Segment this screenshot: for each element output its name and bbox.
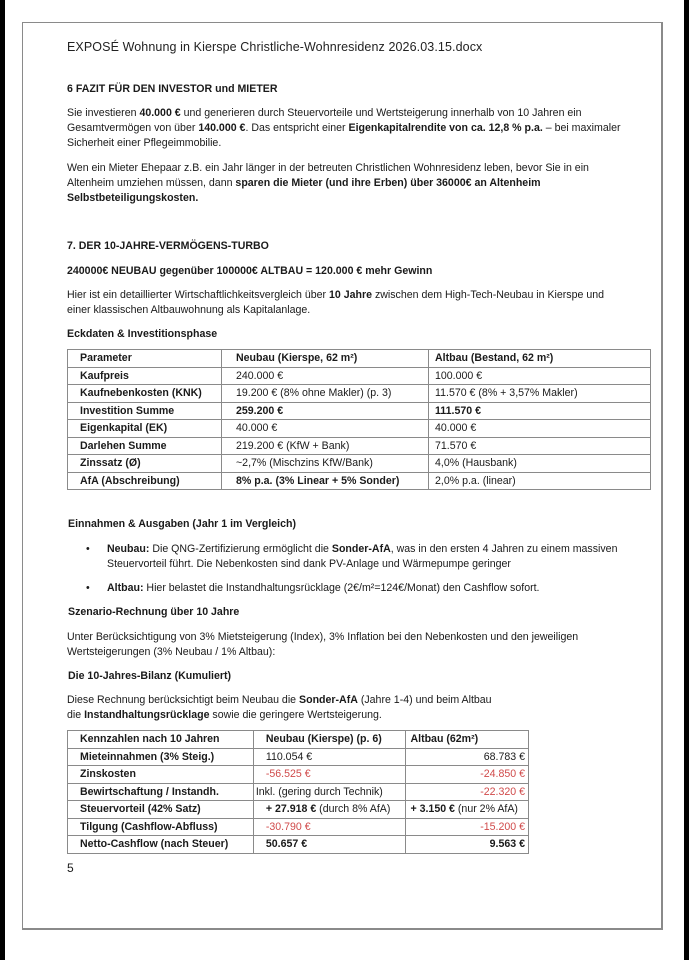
table-row xyxy=(68,437,651,455)
table-row xyxy=(68,801,529,819)
bullet-icon: • xyxy=(86,582,90,595)
altbau-value: -15.200 € xyxy=(406,818,529,836)
altbau-value: 68.783 € xyxy=(406,748,529,766)
einnahmen-heading: Einnahmen & Ausgaben (Jahr 1 im Vergleich) xyxy=(68,518,297,530)
section7-heading: 7. DER 10-JAHRE-VERMÖGENS-TURBO xyxy=(67,240,269,252)
neubau-value: 8% p.a. (3% Linear + 5% Sonder) xyxy=(222,472,429,490)
page-number: 5 xyxy=(67,861,74,875)
row-label: Investition Summe xyxy=(68,402,222,420)
table-row xyxy=(68,385,651,403)
table-row xyxy=(68,766,529,784)
table-header-row xyxy=(68,731,529,749)
row-label: Tilgung (Cashflow-Abfluss) xyxy=(68,818,254,836)
neubau-value: 50.657 € xyxy=(253,836,406,854)
altbau-value: 2,0% p.a. (linear) xyxy=(429,472,651,490)
section6-heading: 6 FAZIT FÜR DEN INVESTOR und MIETER xyxy=(67,83,278,95)
szenario-heading: Szenario-Rechnung über 10 Jahre xyxy=(68,606,240,618)
document-header-title: EXPOSÉ Wohnung in Kierspe Christliche-Wohnresidenz 2026.03.15.docx xyxy=(67,40,483,54)
row-label: Eigenkapital (EK) xyxy=(68,420,222,438)
table-row xyxy=(68,836,529,854)
table-row xyxy=(68,455,651,473)
table-row xyxy=(68,783,529,801)
altbau-value: 40.000 € xyxy=(429,420,651,438)
section7-intro: Hier ist ein detaillierter Wirtschaftlichkeitsvergleich über 10 Jahre zwischen dem High-Tech-Neubau in Kierspe und einer klassischen Altbauwohnung als Kapitalanlage. xyxy=(67,289,605,317)
section6-paragraph-1: Sie investieren 40.000 € und generieren durch Steuervorteile und Wertsteigerung innerhalb von 10 Jahren ein Gesamtvermögen von über 140.000 €. Das entspricht einer Eigenkapitalrendite von ca. 12,8 % p.a. – bei maximaler Sicherheit einer Pflegeimmobilie. xyxy=(67,107,621,150)
section6-paragraph-2: Wen ein Mieter Ehepaar z.B. ein Jahr länger in der betreuten Christlichen Wohnresidenz leben, bevor Sie in ein Altenheim umziehen müssen, dann sparen die Mieter (und ihre Erben) über 36000€ an Altenheim Selbstbeteiligungskosten. xyxy=(67,162,589,205)
neubau-value: 259.200 € xyxy=(222,402,429,420)
table-row xyxy=(68,748,529,766)
szenario-text: Unter Berücksichtigung von 3% Mietsteigerung (Index), 3% Inflation bei den Nebenkosten und den jeweiligen Wertsteigerungen (3% Neubau / 1% Altbau): xyxy=(67,631,579,659)
row-label: Darlehen Summe xyxy=(68,437,222,455)
row-label: Bewirtschaftung / Instandh. xyxy=(68,783,254,801)
table-header-cell: Neubau (Kierspe, 62 m²) xyxy=(222,350,429,368)
table-header-cell: Kennzahlen nach 10 Jahren xyxy=(68,731,254,749)
neubau-value: 219.200 € (KfW + Bank) xyxy=(222,437,429,455)
neubau-value: -30.790 € xyxy=(253,818,406,836)
table-header-cell: Altbau (Bestand, 62 m²) xyxy=(429,350,651,368)
altbau-value: -22.320 € xyxy=(406,783,529,801)
table-header-cell: Parameter xyxy=(68,350,222,368)
row-label: Kaufnebenkosten (KNK) xyxy=(68,385,222,403)
neubau-value: 19.200 € (8% ohne Makler) (p. 3) xyxy=(222,385,429,403)
neubau-value: -56.525 € xyxy=(253,766,406,784)
document-page xyxy=(22,22,663,930)
bilanz-text: Diese Rechnung berücksichtigt beim Neubau die Sonder-AfA (Jahre 1-4) und beim Altbau die Instandhaltungsrücklage sowie die geringere Wertsteigerung. xyxy=(67,694,492,722)
table-row xyxy=(68,472,651,490)
neubau-value: + 27.918 € (durch 8% AfA) xyxy=(253,801,406,819)
table-header-row xyxy=(68,350,651,368)
table-header-cell: Neubau (Kierspe) (p. 6) xyxy=(253,731,406,749)
row-label: Netto-Cashflow (nach Steuer) xyxy=(68,836,254,854)
altbau-value: + 3.150 € (nur 2% AfA) xyxy=(406,801,529,819)
neubau-value: 240.000 € xyxy=(222,367,429,385)
altbau-value: 11.570 € (8% + 3,57% Makler) xyxy=(429,385,651,403)
altbau-value: -24.850 € xyxy=(406,766,529,784)
table-row xyxy=(68,402,651,420)
row-label: Mieteinnahmen (3% Steig.) xyxy=(68,748,254,766)
bilanz-heading: Die 10-Jahres-Bilanz (Kumuliert) xyxy=(68,670,232,682)
neubau-value: 40.000 € xyxy=(222,420,429,438)
altbau-value: 4,0% (Hausbank) xyxy=(429,455,651,473)
table-row xyxy=(68,367,651,385)
row-label: AfA (Abschreibung) xyxy=(68,472,222,490)
row-label: Steuervorteil (42% Satz) xyxy=(68,801,254,819)
eckdaten-heading: Eckdaten & Investitionsphase xyxy=(67,328,218,340)
neubau-value: ~2,7% (Mischzins KfW/Bank) xyxy=(222,455,429,473)
list-item-neubau: • Neubau: Die QNG-Zertifizierung ermöglicht die Sonder-AfA, was in den ersten 4 Jahren zu einem massiven Steuervorteil führt. Die Nebenkosten sind dank PV-Anlage und Wärmepumpe geringer xyxy=(86,543,618,571)
einnahmen-list xyxy=(67,542,627,597)
table-row xyxy=(68,420,651,438)
altbau-value: 71.570 € xyxy=(429,437,651,455)
altbau-value: 100.000 € xyxy=(429,367,651,385)
neubau-value: Inkl. (gering durch Technik) xyxy=(253,783,406,801)
row-label: Zinssatz (Ø) xyxy=(68,455,222,473)
altbau-value: 111.570 € xyxy=(429,402,651,420)
section7-subheading: 240000€ NEUBAU gegenüber 100000€ ALTBAU = 120.000 € mehr Gewinn xyxy=(67,265,433,277)
bullet-icon: • xyxy=(86,543,90,555)
row-label: Kaufpreis xyxy=(68,367,222,385)
table-header-cell: Altbau (62m²) xyxy=(406,731,529,749)
list-item-altbau: • Altbau: Hier belastet die Instandhaltungsrücklage (2€/m²=124€/Monat) den Cashflow sofort. xyxy=(67,581,627,596)
table-row xyxy=(68,818,529,836)
document-viewer xyxy=(5,0,684,960)
row-label: Zinskosten xyxy=(68,766,254,784)
eckdaten-table xyxy=(67,349,651,490)
altbau-value: 9.563 € xyxy=(406,836,529,854)
bilanz-table xyxy=(67,730,529,854)
neubau-value: 110.054 € xyxy=(253,748,406,766)
